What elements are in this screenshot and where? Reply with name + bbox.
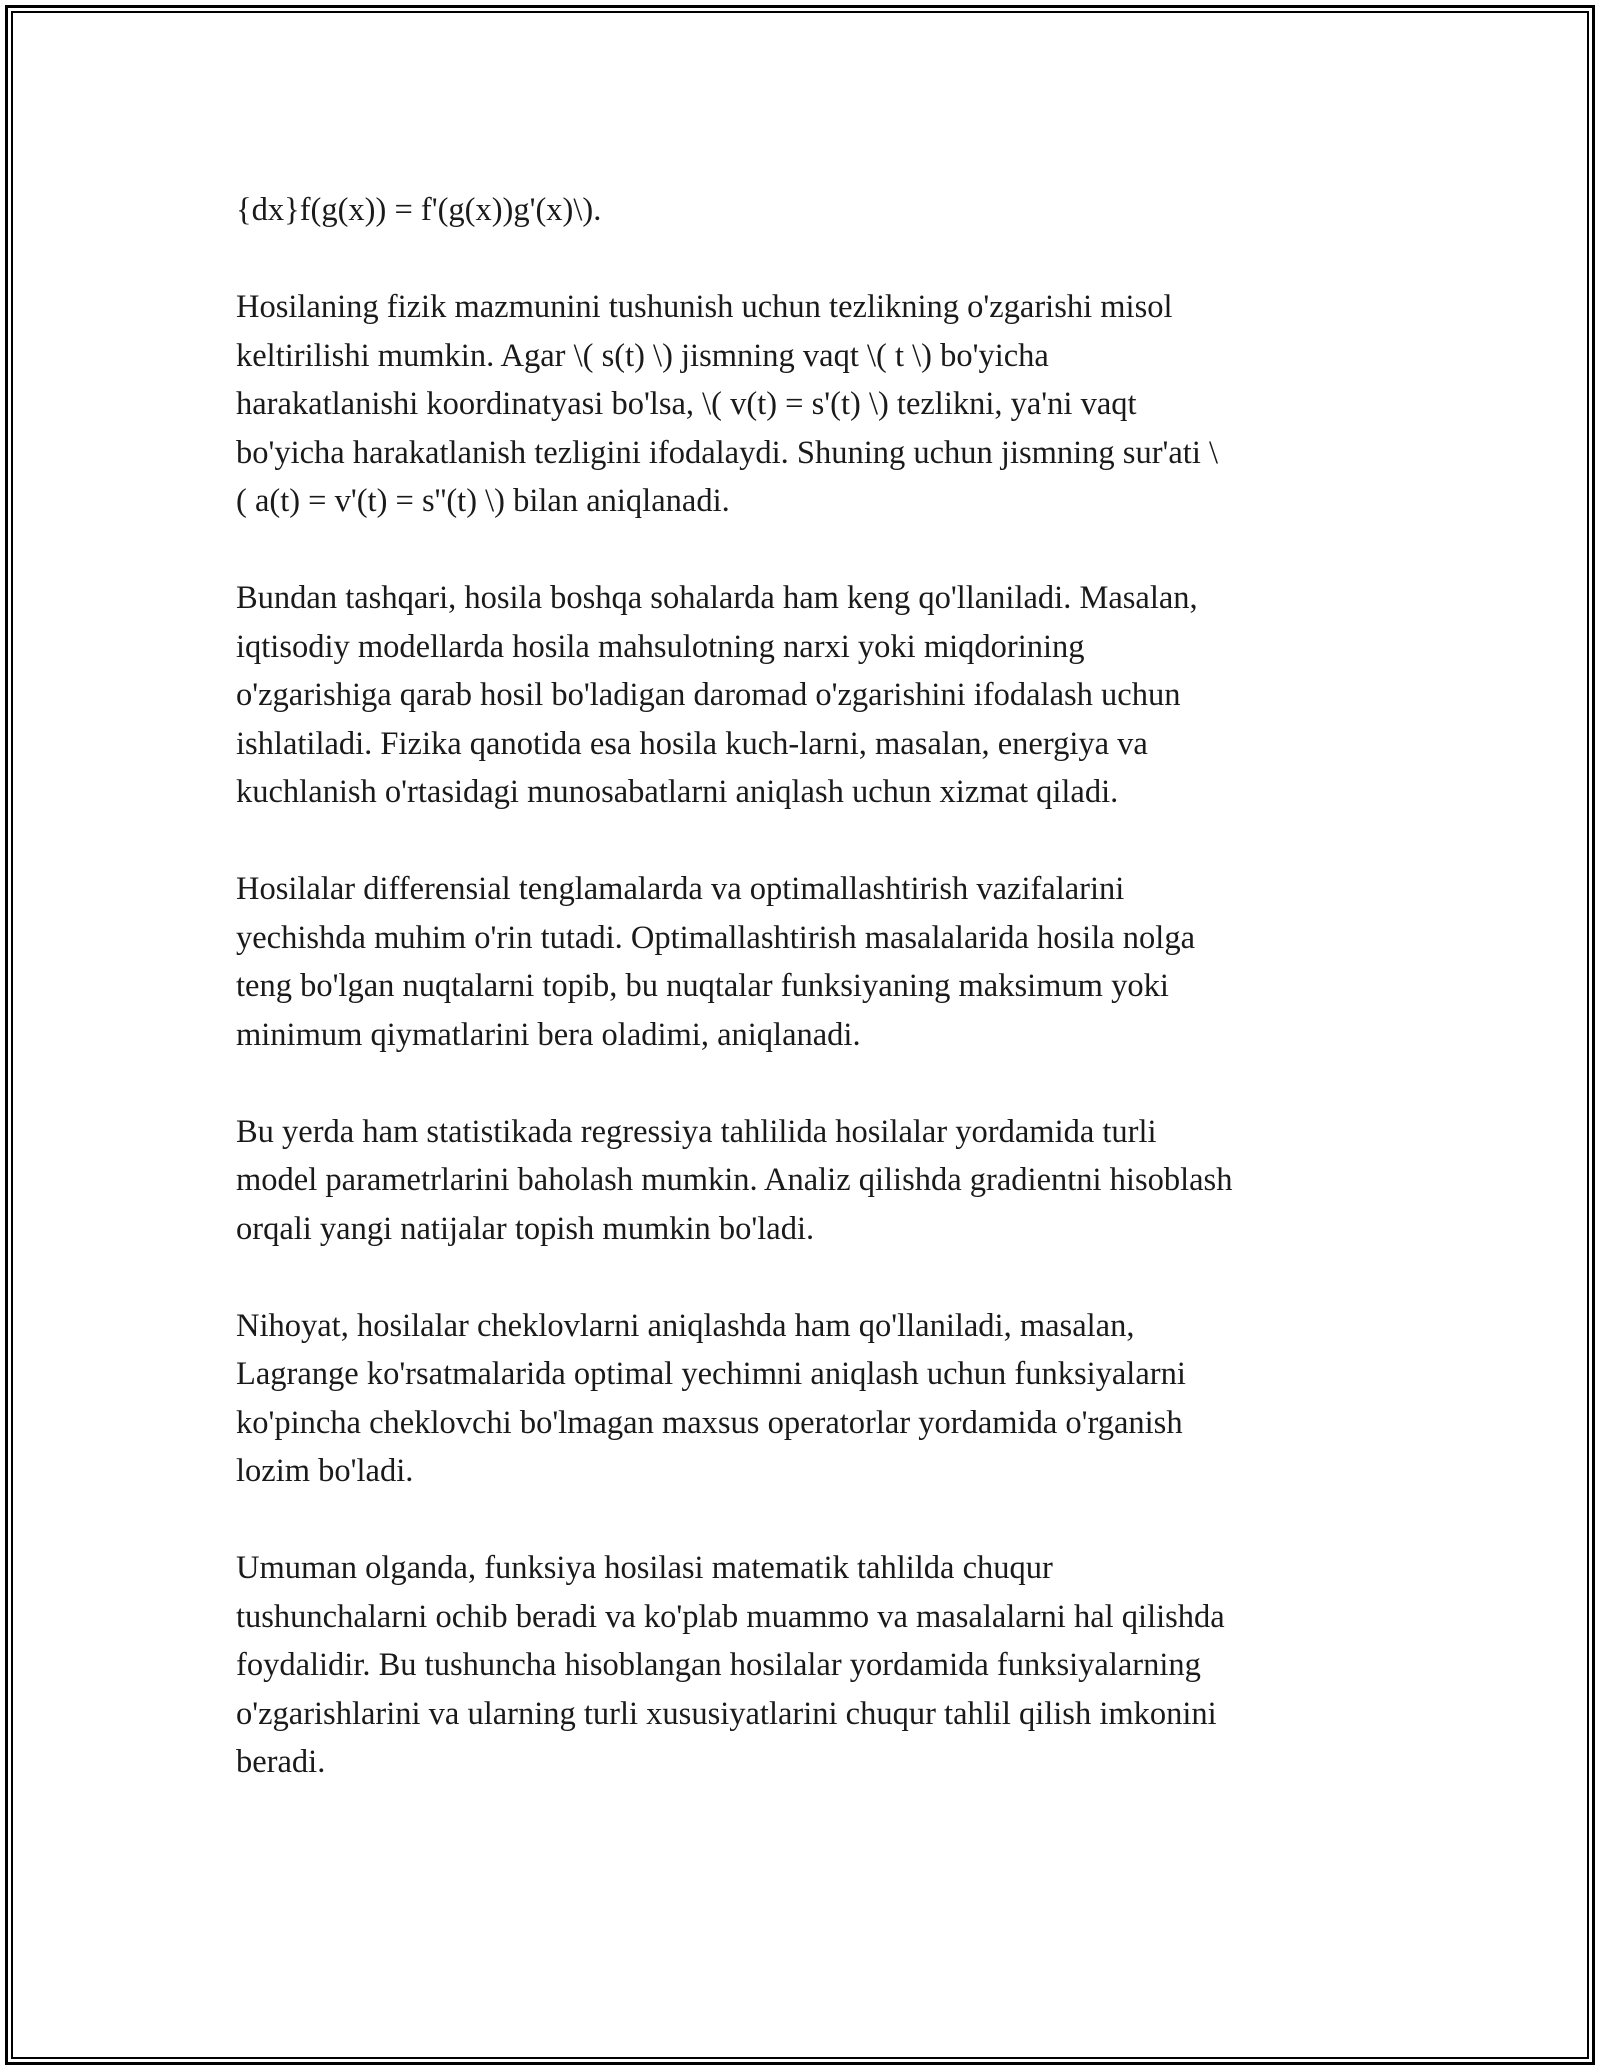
text-line: Umuman olganda, funksiya hosilasi matematik tahlilda chuqur <box>236 1550 1053 1586</box>
text-line: ko'pincha cheklovchi bo'lmagan maxsus operatorlar yordamida o'rganish <box>236 1404 1183 1441</box>
paragraph-optimization <box>236 865 1376 1059</box>
text-line: o'zgarishiga qarab hosil bo'ladigan daromad o'zgarishini ifodalash uchun <box>236 677 1181 713</box>
text-line: lozim bo'ladi. <box>236 1453 414 1489</box>
text-line: bo'yicha harakatlanish tezligini ifodalaydi. Shuning uchun jismning sur'ati \ <box>236 434 1219 471</box>
text-line: Bu yerda ham statistikada regressiya tahlilida hosilalar yordamida turli <box>236 1113 1157 1150</box>
text-line: Bundan tashqari, hosila boshqa sohalarda ham keng qo'llaniladi. Masalan, <box>236 580 1198 616</box>
text-line: teng bo'lgan nuqtalarni topib, bu nuqtalar funksiyaning maksimum yoki <box>236 968 1169 1004</box>
text-line: orqali yangi natijalar topish mumkin bo'ladi. <box>236 1210 815 1247</box>
text-line: foydalidir. Bu tushuncha hisoblangan hosilalar yordamida funksiyalarning <box>236 1647 1201 1683</box>
text-line: yechishda muhim o'rin tutadi. Optimallashtirish masalalarida hosila nolga <box>236 919 1195 956</box>
text-line: beradi. <box>236 1744 326 1780</box>
text-line: minimum qiymatlarini bera oladimi, aniqlanadi. <box>236 1016 861 1053</box>
paragraph-other-fields <box>236 574 1376 817</box>
paragraph-constraints <box>236 1302 1376 1496</box>
text-line: Hosilalar differensial tenglamalarda va optimallashtirish vazifalarini <box>236 871 1125 907</box>
text-line: ( a(t) = v'(t) = s''(t) \) bilan aniqlanadi. <box>236 483 730 519</box>
text-line: Lagrange ko'rsatmalarida optimal yechimni aniqlash uchun funksiyalarni <box>236 1356 1186 1392</box>
text-line: Nihoyat, hosilalar cheklovlarni aniqlashda ham qo'llaniladi, masalan, <box>236 1307 1135 1344</box>
text-line: {dx}f(g(x)) = f'(g(x))g'(x)\). <box>236 192 602 228</box>
text-line: model parametrlarini baholash mumkin. Analiz qilishda gradientni hisoblash <box>236 1162 1233 1198</box>
text-line: ishlatiladi. Fizika qanotida esa hosila kuch-larni, masalan, energiya va <box>236 725 1148 762</box>
text-line: o'zgarishlarini va ularning turli xususiyatlarini chuqur tahlil qilish imkonini <box>236 1695 1217 1732</box>
text-line: harakatlanishi koordinatyasi bo'lsa, \( v(t) = s'(t) \) tezlikni, ya'ni vaqt <box>236 386 1137 422</box>
document-body <box>236 186 1376 1835</box>
paragraph-physics-meaning <box>236 283 1376 526</box>
text-line: keltirilishi mumkin. Agar \( s(t) \) jismning vaqt \( t \) bo'yicha <box>236 337 1049 374</box>
text-line: Hosilaning fizik mazmunini tushunish uchun tezlikning o'zgarishi misol <box>236 289 1173 325</box>
text-line: tushunchalarni ochib beradi va ko'plab muammo va masalalarni hal qilishda <box>236 1598 1225 1635</box>
paragraph-formula-tail <box>236 186 1376 235</box>
text-line: iqtisodiy modellarda hosila mahsulotning narxi yoki miqdorining <box>236 628 1085 665</box>
paragraph-statistics <box>236 1108 1376 1254</box>
paragraph-conclusion <box>236 1544 1376 1787</box>
text-line: kuchlanish o'rtasidagi munosabatlarni aniqlash uchun xizmat qiladi. <box>236 774 1119 810</box>
